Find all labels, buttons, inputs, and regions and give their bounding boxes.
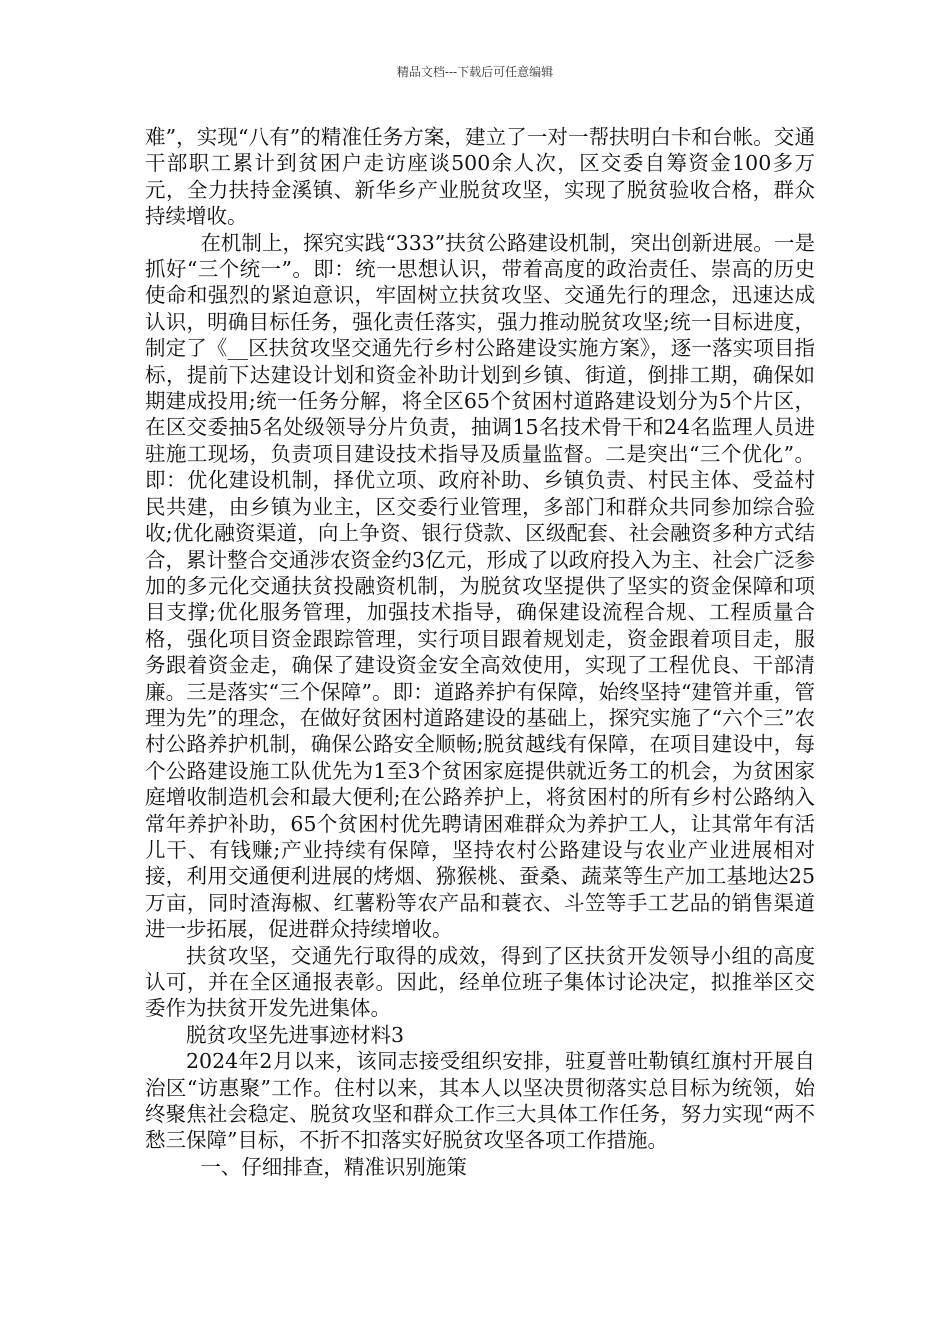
document-body: [145, 124, 815, 1180]
page-header: 精品文档---下载后可任意编辑: [396, 65, 554, 79]
paragraph-3: 扶贫攻坚，交通先行取得的成效，得到了区扶贫开发领导小组的高度认可，并在全区通报表彰。因此，经单位班子集体讨论决定，拟推举区交委作为扶贫开发先进集体。: [145, 943, 815, 1021]
section-title: 脱贫攻坚先进事迹材料3: [186, 1022, 405, 1047]
subsection-heading: 一、仔细排查，精准识别施策: [200, 1154, 467, 1179]
paragraph-4: 2024年2月以来，该同志接受组织安排，驻夏普吐勒镇红旗村开展自治区“访惠聚”工作。住村以来，其本人以坚决贯彻落实总目标为统领，始终聚焦社会稳定、脱贫攻坚和群众工作三大具体工作任务，努力实现“两不愁三保障”目标，不折不扣落实好脱贫攻坚各项工作措施。: [145, 1049, 815, 1153]
paragraph-2: 在机制上，探究实践“333”扶贫公路建设机制，突出创新进展。一是抓好“三个统一”。即：统一思想认识，带着高度的政治责任、崇高的历史使命和强烈的紧迫意识，牢固树立扶贫攻坚、交通先行的理念，迅速达成认识，明确目标任务，强化责任落实，强力推动脱贫攻坚;统一目标进度，制定了《__区扶贫攻坚交通先行乡村公路建设实施方案》，逐一落实项目指标，提前下达建设计划和资金补助计划到乡镇、街道，倒排工期，确保如期建成投用;统一任务分解，将全区65个贫困村道路建设划分为5个片区，在区交委抽5名处级领导分片负责，抽调15名技术骨干和24名监理人员进驻施工现场，负责项目建设技术指导及质量监督。二是突出“三个优化”。即：优化建设机制，择优立项、政府补助、乡镇负责、村民主体、受益村民共建，由乡镇为业主，区交委行业管理，多部门和群众共同参加综合验收;优化融资渠道，向上争资、银行贷款、区级配套、社会融资多种方式结合，累计整合交通涉农资金约3亿元，形成了以政府投入为主、社会广泛参加的多元化交通扶贫投融资机制，为脱贫攻坚提供了坚实的资金保障和项目支撑;优化服务管理，加强技术指导，确保建设流程合规、工程质量合格，强化项目资金跟踪管理，实行项目跟着规划走，资金跟着项目走，服务跟着资金走，确保了建设资金安全高效使用，实现了工程优良、干部清廉。三是落实“三个保障”。即：道路养护有保障，始终坚持“建管并重，管理为先”的理念，在做好贫困村道路建设的基础上，探究实施了“六个三”农村公路养护机制，确保公路安全顺畅;脱贫越线有保障，在项目建设中，每个公路建设施工队优先为1至3个贫困家庭提供就近务工的机会，为贫困家庭增收制造机会和最大便利;在公路养护上，将贫困村的所有乡村公路纳入常年养护补助，65个贫困村优先聘请困难群众为养护工人，让其常年有活儿干、有钱赚;产业持续有保障，坚持农村公路建设与农业产业进展相对接，利用交通便利进展的烤烟、猕猴桃、蚕桑、蔬菜等生产加工基地达25万亩，同时渣海椒、红薯粉等农产品和蓑衣、斗笠等手工艺品的销售渠道进一步拓展，促进群众持续增收。: [145, 230, 815, 942]
paragraph-1: 难”，实现“八有”的精准任务方案，建立了一对一帮扶明白卡和台帐。交通干部职工累计到贫困户走访座谈500余人次，区交委自筹资金100多万元，全力扶持金溪镇、新华乡产业脱贫攻坚，实现了脱贫验收合格，群众持续增收。: [145, 125, 815, 229]
